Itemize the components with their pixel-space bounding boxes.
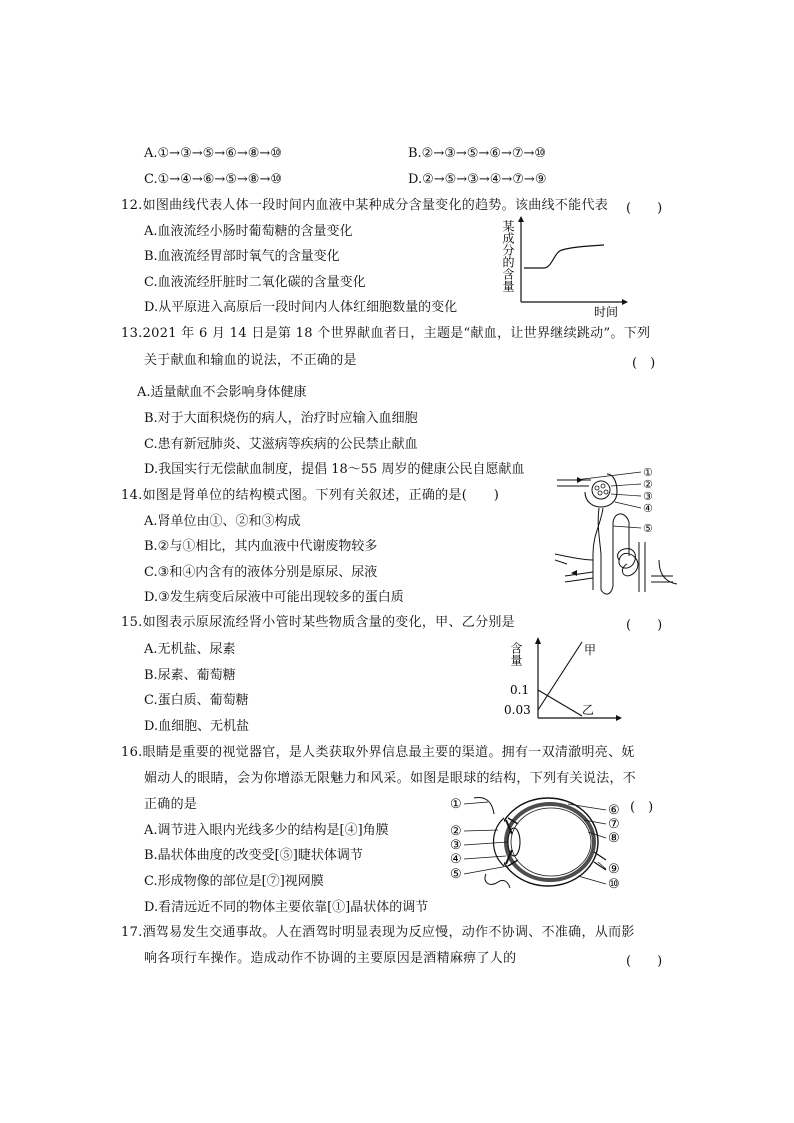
q13-answer-paren: ( ) [632, 356, 656, 371]
q11-option-b: B.②→③→⑤→⑥→⑦→⑩ [408, 146, 547, 161]
q16-choroid [506, 804, 594, 880]
q16-answer-paren: ( ) [630, 800, 654, 815]
q14-stem: 14.如图是肾单位的结构模式图。下列有关叙述，正确的是( ) [121, 488, 500, 503]
q16-option-c: C.形成物像的部位是[⑦]视网膜 [144, 874, 324, 889]
q14-label-1: ① [643, 466, 653, 479]
q15-label-yi: 乙 [582, 703, 595, 717]
q11-option-c: C.①→④→⑥→⑤→⑧→⑩ [144, 172, 283, 187]
q14-option-a: A.肾单位由①、②和③构成 [144, 514, 301, 529]
q12-answer-paren: ( ) [626, 201, 663, 216]
q14-label-5: ⑤ [643, 522, 653, 535]
q14-vessel-top [557, 480, 591, 486]
q16-option-d: D.看清远近不同的物体主要依靠[①]晶状体的调节 [144, 900, 429, 915]
q16-stem-line1: 16.眼睛是重要的视觉器官，是人类获取外界信息最主要的渠道。拥有一双清澈明亮、妩 [121, 745, 635, 760]
q17-stem-line1: 17.酒驾易发生交通事故。人在酒驾时明显表现为反应慢，动作不协调、不准确，从而影 [121, 925, 635, 940]
q14-tubule [593, 508, 603, 590]
q14-vein [555, 554, 593, 564]
q15-option-b: B.尿素、葡萄糖 [144, 668, 236, 683]
q15-option-c: C.蛋白质、葡萄糖 [144, 693, 249, 708]
q16-label-3: ③ [450, 838, 462, 853]
q13-option-a: A.适量献血不会影响身体健康 [137, 385, 307, 400]
q14-capillary [618, 549, 638, 576]
q16-option-b: B.晶状体曲度的改变受[⑤]睫状体调节 [144, 848, 363, 863]
q11-option-d: D.②→⑤→③→④→⑦→⑨ [408, 172, 547, 187]
q13-option-c: C.患有新冠肺炎、艾滋病等疾病的公民禁止献血 [144, 437, 418, 452]
q16-label-4: ④ [450, 852, 462, 867]
q12-x-label: 时间 [594, 305, 619, 319]
q16-stem-line3: 正确的是 [144, 797, 198, 812]
q13-stem-line2: 关于献血和输血的说法，不正确的是 [144, 353, 357, 368]
q14-option-c: C.③和④内含有的液体分别是原尿、尿液 [144, 565, 378, 580]
q16-sclera [498, 798, 598, 886]
q12-y-arrow [518, 216, 524, 222]
q16-lower-lid [485, 874, 510, 888]
q12-y-label: 某成分的含量 [501, 220, 515, 292]
q15-content-chart [504, 634, 624, 724]
q15-y-label: 含量 [509, 642, 523, 666]
q13-stem-line1: 13.2021 年 6 月 14 日是第 18 个世界献血者日，主题是“献血，让世界继续跳动”。下列 [121, 326, 651, 341]
q13-option-b: B.对于大面积烧伤的病人，治疗时应输入血细胞 [144, 411, 418, 426]
q16-label-7: ⑦ [608, 817, 620, 832]
q12-option-d: D.从平原进入高原后一段时间内人体红细胞数量的变化 [144, 300, 458, 315]
q14-option-d: D.③发生病变后尿液中可能出现较多的蛋白质 [144, 590, 404, 605]
q16-label-10: ⑩ [608, 877, 620, 892]
q12-option-b: B.血液流经胃部时氧气的含量变化 [144, 249, 340, 264]
q14-label-3: ③ [643, 490, 653, 503]
q12-content-chart [496, 214, 636, 320]
q12-curve [524, 245, 604, 268]
q12-stem: 12.如图曲线代表人体一段时间内血液中某种成分含量变化的趋势。该曲线不能代表 [121, 198, 609, 213]
q15-option-a: A.无机盐、尿素 [144, 642, 236, 657]
q16-label-5: ⑤ [450, 867, 462, 882]
q12-option-a: A.血液流经小肠时葡萄糖的含量变化 [144, 224, 353, 239]
q14-nephron-diagram [555, 464, 677, 614]
q15-line-jia [538, 642, 582, 710]
q15-stem: 15.如图表示原尿流经肾小管时某些物质含量的变化，甲、乙分别是 [121, 615, 515, 630]
q16-eyelid [474, 798, 494, 814]
q16-label-1: ① [450, 797, 462, 812]
q16-retina [511, 808, 591, 876]
q16-cornea [494, 818, 505, 866]
q16-option-a: A.调节进入眼内光线多少的结构是[④]角膜 [144, 823, 389, 838]
q16-eyeball-diagram [448, 790, 632, 896]
q14-label-4: ④ [643, 502, 653, 515]
q16-label-2: ② [450, 824, 462, 839]
q16-label-9: ⑨ [608, 862, 620, 877]
q14-option-b: B.②与①相比，其内血液中代谢废物较多 [144, 539, 378, 554]
q16-stem-line2: 媚动人的眼睛，会为你增添无限魅力和风采。如图是眼球的结构，下列有关说法，不 [144, 771, 637, 786]
q14-collecting-duct [639, 542, 645, 592]
q15-line-yi [538, 690, 582, 716]
q16-lens [508, 828, 520, 856]
q12-option-c: C.血液流经肝脏时二氧化碳的含量变化 [144, 275, 366, 290]
q16-label-6: ⑥ [608, 803, 620, 818]
q14-capsule [585, 474, 617, 507]
q15-tick-high: 0.1 [510, 683, 530, 697]
q16-label-8: ⑧ [608, 831, 620, 846]
q15-answer-paren: ( ) [626, 618, 663, 633]
q13-option-d: D.我国实行无偿献血制度，提倡 18～55 周岁的健康公民自愿献血 [144, 462, 525, 477]
q15-tick-low: 0.03 [504, 703, 531, 717]
q15-label-jia: 甲 [584, 643, 597, 657]
q14-label-2: ② [643, 478, 653, 491]
q17-answer-paren: ( ) [626, 954, 663, 969]
q11-option-a: A.①→③→⑤→⑥→⑧→⑩ [144, 146, 282, 161]
q17-stem-line2: 响各项行车操作。造成动作不协调的主要原因是酒精麻痹了人的 [144, 951, 517, 966]
q12-x-arrow [622, 299, 628, 305]
q15-option-d: D.血细胞、无机盐 [144, 719, 250, 734]
